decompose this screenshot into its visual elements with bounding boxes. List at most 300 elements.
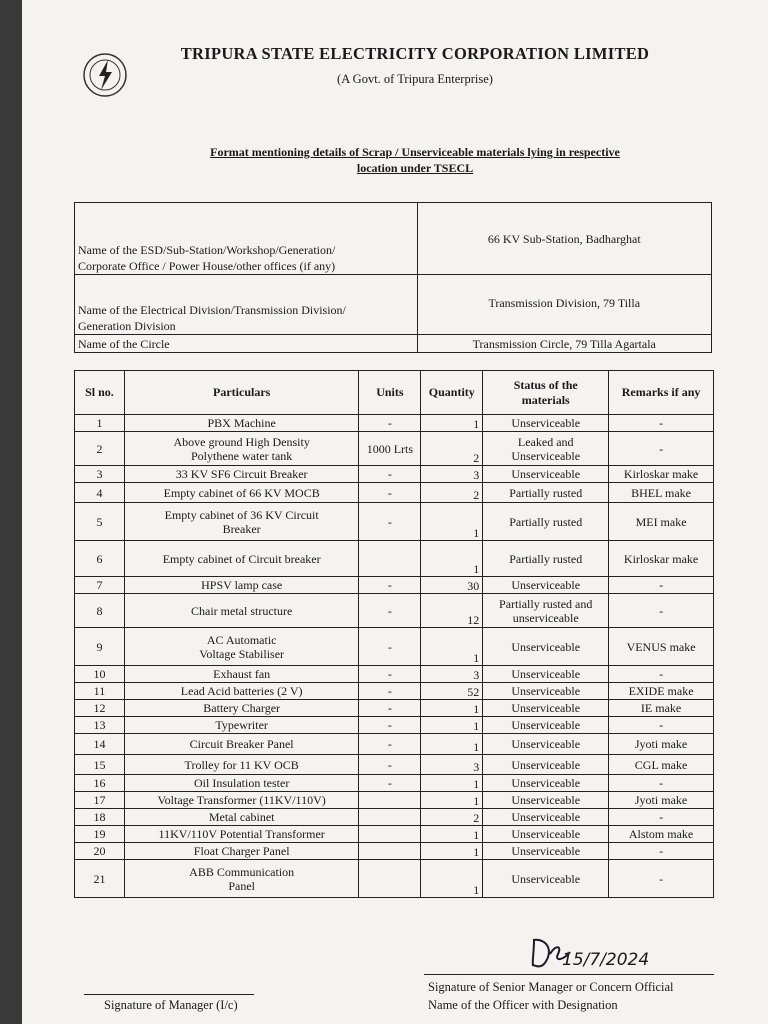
table-row <box>75 415 714 432</box>
cell-units-text: - <box>387 737 392 751</box>
cell-units-text: - <box>387 603 392 618</box>
cell-sl-text: 8 <box>96 603 103 618</box>
table-row <box>75 809 714 826</box>
cell-status-text: Leaked and <box>517 434 574 449</box>
cell-quantity <box>421 717 483 734</box>
cell-particulars <box>124 483 359 503</box>
cell-quantity <box>421 860 483 898</box>
cell-status-text: Unserviceable <box>511 667 581 681</box>
cell-quantity <box>421 503 483 541</box>
cell-remarks <box>609 415 714 432</box>
header-particulars: Particulars <box>124 371 359 415</box>
manager-signature-label: Signature of Manager (I/c) <box>104 998 238 1012</box>
cell-quantity-text: 52 <box>467 685 480 699</box>
cell-particulars-text: Polythene water tank <box>191 448 293 463</box>
cell-units <box>359 577 421 594</box>
cell-sl <box>75 628 125 666</box>
cell-status-text: Unserviceable <box>511 578 581 592</box>
handwritten-date: 15/7/2024 <box>562 950 650 970</box>
cell-sl <box>75 666 125 683</box>
cell-remarks <box>609 843 714 860</box>
cell-units-text: - <box>387 667 392 681</box>
cell-particulars-text: Empty cabinet of 36 KV Circuit <box>164 507 319 522</box>
cell-units <box>359 860 421 898</box>
cell-units-text: 1000 Lrts <box>366 441 414 456</box>
cell-units <box>359 594 421 628</box>
info-label-division-line-1: Name of the Electrical Division/Transmission Division/ <box>78 303 346 317</box>
cell-sl <box>75 466 125 483</box>
format-title <box>170 144 660 176</box>
cell-sl <box>75 734 125 755</box>
cell-remarks <box>609 683 714 700</box>
cell-sl-text: 10 <box>93 667 106 681</box>
cell-sl-text: 5 <box>96 514 103 529</box>
info-value-division: Transmission Division, 79 Tilla <box>417 275 711 335</box>
cell-status-text: Unserviceable <box>511 639 581 654</box>
info-label-station-line-2: Corporate Office / Power House/other offices (if any) <box>78 259 336 273</box>
cell-units <box>359 792 421 809</box>
table-row <box>75 826 714 843</box>
info-label-circle: Name of the Circle <box>75 335 418 353</box>
table-header-row <box>75 371 714 415</box>
manager-signature-line <box>84 994 254 995</box>
cell-sl <box>75 860 125 898</box>
cell-sl-text: 11 <box>93 684 106 698</box>
cell-units <box>359 541 421 577</box>
cell-sl-text: 12 <box>93 701 106 715</box>
cell-remarks-text: EXIDE make <box>628 684 694 698</box>
format-title-line-1: Format mentioning details of Scrap / Unserviceable materials lying in respective <box>210 145 620 159</box>
cell-status-text: Unserviceable <box>511 757 581 772</box>
cell-particulars-text: Exhaust fan <box>213 667 271 681</box>
cell-sl <box>75 792 125 809</box>
cell-quantity-text: 30 <box>467 579 480 593</box>
cell-sl-text: 13 <box>93 718 106 732</box>
cell-status-text: Unserviceable <box>511 776 581 790</box>
cell-remarks-text: VENUS make <box>626 639 696 654</box>
cell-particulars-text: Empty cabinet of 66 KV MOCB <box>163 485 320 500</box>
cell-quantity <box>421 628 483 666</box>
cell-remarks <box>609 792 714 809</box>
cell-units-text: - <box>387 701 392 715</box>
cell-sl-text: 14 <box>93 737 106 751</box>
senior-signature-block <box>428 978 674 1014</box>
cell-status <box>483 483 609 503</box>
cell-quantity <box>421 826 483 843</box>
cell-remarks <box>609 775 714 792</box>
header-status-line-2: materials <box>521 392 570 407</box>
cell-particulars-text: Chair metal structure <box>191 603 293 618</box>
cell-status-text: Partially rusted <box>509 514 583 529</box>
cell-units-text: - <box>387 776 392 790</box>
cell-particulars <box>124 541 359 577</box>
cell-units <box>359 415 421 432</box>
organization-subtitle: (A Govt. of Tripura Enterprise) <box>337 72 493 86</box>
cell-remarks <box>609 594 714 628</box>
cell-remarks-text: - <box>659 718 664 732</box>
cell-remarks-text: MEI make <box>635 514 687 529</box>
cell-remarks-text: - <box>659 416 664 430</box>
cell-status <box>483 717 609 734</box>
format-title-line-2: location under TSECL <box>356 161 474 175</box>
table-row <box>75 734 714 755</box>
cell-sl-text: 9 <box>96 639 103 654</box>
cell-status-text: Unserviceable <box>511 737 581 751</box>
tsecl-logo-icon <box>82 52 128 98</box>
cell-particulars <box>124 843 359 860</box>
cell-status <box>483 809 609 826</box>
cell-particulars-text: HPSV lamp case <box>201 578 283 592</box>
cell-remarks <box>609 755 714 775</box>
table-row <box>75 755 714 775</box>
cell-remarks-text: Jyoti make <box>634 793 688 807</box>
cell-quantity-text: 3 <box>473 668 480 682</box>
cell-particulars-text: 11KV/110V Potential Transformer <box>158 827 325 841</box>
header-units: Units <box>359 371 421 415</box>
cell-status-text: Partially rusted <box>509 551 583 566</box>
cell-sl <box>75 775 125 792</box>
cell-units-text: - <box>387 578 392 592</box>
cell-sl-text: 6 <box>96 551 103 566</box>
cell-quantity <box>421 594 483 628</box>
cell-status <box>483 415 609 432</box>
table-row <box>75 700 714 717</box>
cell-sl <box>75 503 125 541</box>
cell-particulars <box>124 809 359 826</box>
cell-sl-text: 4 <box>96 485 103 500</box>
table-row <box>75 843 714 860</box>
cell-quantity <box>421 666 483 683</box>
cell-remarks <box>609 577 714 594</box>
cell-sl <box>75 541 125 577</box>
cell-particulars <box>124 826 359 843</box>
cell-particulars-text: Voltage Stabiliser <box>199 646 285 661</box>
cell-remarks <box>609 826 714 843</box>
cell-units <box>359 503 421 541</box>
cell-units <box>359 432 421 466</box>
cell-units-text: - <box>387 718 392 732</box>
header-sl-no: Sl no. <box>75 371 125 415</box>
cell-units <box>359 683 421 700</box>
table-row <box>75 594 714 628</box>
cell-quantity-text: 1 <box>473 651 480 665</box>
cell-status-text: Unserviceable <box>511 718 581 732</box>
cell-particulars-text: Oil Insulation tester <box>194 776 290 790</box>
table-row <box>75 860 714 898</box>
cell-remarks <box>609 628 714 666</box>
info-label-station <box>75 203 418 275</box>
cell-status-text: Unserviceable <box>511 416 581 430</box>
cell-quantity-text: 1 <box>473 526 480 540</box>
cell-remarks-text: IE make <box>640 701 682 715</box>
cell-particulars <box>124 860 359 898</box>
cell-remarks-text: - <box>659 603 664 618</box>
cell-units <box>359 734 421 755</box>
cell-quantity-text: 2 <box>473 488 480 502</box>
cell-units-text: - <box>387 485 392 500</box>
cell-remarks-text: Kirloskar make <box>623 467 699 481</box>
cell-status <box>483 700 609 717</box>
cell-particulars-text: Battery Charger <box>203 701 281 715</box>
cell-particulars <box>124 415 359 432</box>
cell-sl-text: 18 <box>93 810 106 824</box>
cell-quantity <box>421 755 483 775</box>
cell-particulars-text: Above ground High Density <box>173 434 310 449</box>
cell-quantity <box>421 683 483 700</box>
cell-quantity <box>421 483 483 503</box>
table-row <box>75 577 714 594</box>
cell-remarks-text: Alstom make <box>628 827 694 841</box>
table-row <box>75 683 714 700</box>
cell-units-text: - <box>387 639 392 654</box>
cell-particulars-text: Float Charger Panel <box>193 844 290 858</box>
cell-particulars-text: ABB Communication <box>189 864 295 879</box>
cell-remarks-text: Jyoti make <box>634 737 688 751</box>
cell-remarks-text: Kirloskar make <box>623 551 699 566</box>
cell-status <box>483 594 609 628</box>
info-value-station: 66 KV Sub-Station, Badharghat <box>417 203 711 275</box>
cell-quantity <box>421 577 483 594</box>
cell-particulars-text: 33 KV SF6 Circuit Breaker <box>175 467 308 481</box>
cell-particulars <box>124 683 359 700</box>
cell-quantity <box>421 432 483 466</box>
cell-units <box>359 826 421 843</box>
cell-units-text: - <box>387 684 392 698</box>
cell-particulars-text: Trolley for 11 KV OCB <box>184 757 299 772</box>
cell-quantity-text: 1 <box>473 417 480 431</box>
cell-units <box>359 809 421 826</box>
header-quantity: Quantity <box>421 371 483 415</box>
cell-units <box>359 775 421 792</box>
table-row <box>75 775 714 792</box>
cell-units-text: - <box>387 467 392 481</box>
cell-quantity-text: 3 <box>473 760 480 774</box>
cell-status-text: Partially rusted and <box>499 596 593 611</box>
cell-status <box>483 734 609 755</box>
cell-quantity-text: 1 <box>473 845 480 859</box>
cell-quantity-text: 1 <box>473 740 480 754</box>
cell-quantity <box>421 809 483 826</box>
cell-remarks <box>609 809 714 826</box>
cell-quantity-text: 1 <box>473 794 480 808</box>
cell-particulars <box>124 755 359 775</box>
cell-status <box>483 860 609 898</box>
cell-remarks-text: BHEL make <box>631 485 691 500</box>
cell-sl-text: 20 <box>93 844 106 858</box>
cell-sl-text: 16 <box>93 776 106 790</box>
cell-remarks-text: - <box>659 578 664 592</box>
cell-status-text: Unserviceable <box>511 810 581 824</box>
cell-sl <box>75 683 125 700</box>
organization-name: TRIPURA STATE ELECTRICITY CORPORATION LIMITED <box>180 44 650 63</box>
table-row <box>75 666 714 683</box>
cell-particulars <box>124 775 359 792</box>
cell-units-text: - <box>387 757 392 772</box>
cell-status-text: Unserviceable <box>511 827 581 841</box>
cell-units <box>359 628 421 666</box>
cell-status <box>483 775 609 792</box>
cell-quantity-text: 12 <box>467 613 480 627</box>
cell-quantity-text: 1 <box>473 562 480 576</box>
cell-particulars-text: Circuit Breaker Panel <box>189 737 294 751</box>
cell-particulars-text: Lead Acid batteries (2 V) <box>180 684 303 698</box>
cell-status-text: Unserviceable <box>511 793 581 807</box>
cell-particulars-text: Panel <box>228 878 255 893</box>
cell-sl-text: 17 <box>93 793 106 807</box>
cell-quantity-text: 1 <box>473 719 480 733</box>
cell-particulars-text: AC Automatic <box>206 632 277 647</box>
table-row <box>75 541 714 577</box>
cell-remarks <box>609 503 714 541</box>
cell-units <box>359 466 421 483</box>
cell-status <box>483 683 609 700</box>
cell-particulars <box>124 628 359 666</box>
cell-remarks <box>609 734 714 755</box>
table-row <box>75 483 714 503</box>
table-row <box>75 628 714 666</box>
info-row-circle <box>75 335 712 353</box>
cell-units <box>359 843 421 860</box>
cell-particulars <box>124 594 359 628</box>
cell-quantity-text: 2 <box>473 811 480 825</box>
cell-units <box>359 666 421 683</box>
cell-quantity <box>421 734 483 755</box>
cell-quantity <box>421 843 483 860</box>
cell-status-text: Unserviceable <box>511 701 581 715</box>
cell-status <box>483 466 609 483</box>
header-remarks: Remarks if any <box>609 371 714 415</box>
cell-remarks <box>609 432 714 466</box>
cell-status <box>483 843 609 860</box>
senior-signature-label: Signature of Senior Manager or Concern Official <box>428 980 674 994</box>
cell-sl <box>75 415 125 432</box>
cell-particulars <box>124 734 359 755</box>
cell-quantity-text: 3 <box>473 468 480 482</box>
cell-sl-text: 19 <box>93 827 106 841</box>
cell-status <box>483 628 609 666</box>
cell-remarks <box>609 700 714 717</box>
table-row <box>75 466 714 483</box>
cell-remarks-text: - <box>659 844 664 858</box>
cell-status-text: unserviceable <box>512 610 579 625</box>
table-row <box>75 432 714 466</box>
cell-units <box>359 755 421 775</box>
cell-sl <box>75 755 125 775</box>
info-value-circle: Transmission Circle, 79 Tilla Agartala <box>417 335 711 353</box>
cell-particulars-text: Typewriter <box>215 718 268 732</box>
cell-sl <box>75 717 125 734</box>
cell-status <box>483 826 609 843</box>
cell-remarks <box>609 717 714 734</box>
cell-remarks-text: - <box>659 667 664 681</box>
cell-sl-text: 2 <box>96 441 103 456</box>
cell-remarks-text: - <box>659 441 664 456</box>
cell-quantity-text: 1 <box>473 828 480 842</box>
cell-units <box>359 483 421 503</box>
cell-particulars-text: PBX Machine <box>207 416 276 430</box>
cell-remarks <box>609 466 714 483</box>
table-row <box>75 717 714 734</box>
cell-particulars <box>124 577 359 594</box>
cell-quantity <box>421 541 483 577</box>
cell-particulars-text: Breaker <box>222 521 261 536</box>
cell-status-text: Unserviceable <box>511 448 581 463</box>
cell-sl-text: 1 <box>96 416 103 430</box>
cell-quantity-text: 1 <box>473 777 480 791</box>
cell-particulars <box>124 666 359 683</box>
cell-sl-text: 15 <box>93 757 106 772</box>
cell-remarks <box>609 666 714 683</box>
cell-sl-text: 21 <box>93 871 106 886</box>
cell-sl <box>75 577 125 594</box>
cell-status-text: Unserviceable <box>511 871 581 886</box>
cell-status-text: Partially rusted <box>509 485 583 500</box>
cell-status-text: Unserviceable <box>511 684 581 698</box>
cell-particulars <box>124 466 359 483</box>
cell-sl <box>75 432 125 466</box>
cell-quantity <box>421 792 483 809</box>
cell-particulars <box>124 503 359 541</box>
cell-sl-text: 7 <box>96 578 103 592</box>
cell-particulars-text: Metal cabinet <box>208 810 275 824</box>
cell-units-text: - <box>387 416 392 430</box>
officer-designation-label: Name of the Officer with Designation <box>428 998 618 1012</box>
cell-remarks-text: - <box>659 871 664 886</box>
cell-particulars-text: Empty cabinet of Circuit breaker <box>162 551 321 566</box>
cell-particulars-text: Voltage Transformer (11KV/110V) <box>157 793 326 807</box>
scrap-materials-table <box>74 370 714 898</box>
info-row-division <box>75 275 712 335</box>
cell-sl <box>75 826 125 843</box>
cell-remarks-text: - <box>659 776 664 790</box>
cell-quantity <box>421 775 483 792</box>
cell-sl <box>75 594 125 628</box>
cell-units <box>359 700 421 717</box>
cell-particulars <box>124 792 359 809</box>
cell-quantity <box>421 415 483 432</box>
cell-sl-text: 3 <box>96 467 103 481</box>
header-status-line-1: Status of the <box>513 377 578 392</box>
cell-particulars <box>124 717 359 734</box>
info-label-division <box>75 275 418 335</box>
cell-status <box>483 432 609 466</box>
cell-sl <box>75 843 125 860</box>
cell-particulars <box>124 432 359 466</box>
cell-quantity-text: 2 <box>473 451 480 465</box>
header-status <box>483 371 609 415</box>
cell-quantity-text: 1 <box>473 702 480 716</box>
location-info-table <box>74 202 712 353</box>
cell-status <box>483 792 609 809</box>
cell-units <box>359 717 421 734</box>
cell-status <box>483 503 609 541</box>
cell-remarks <box>609 860 714 898</box>
cell-status <box>483 666 609 683</box>
cell-sl <box>75 700 125 717</box>
cell-sl <box>75 483 125 503</box>
cell-remarks-text: - <box>659 810 664 824</box>
cell-status <box>483 541 609 577</box>
cell-status <box>483 577 609 594</box>
cell-remarks <box>609 483 714 503</box>
cell-status <box>483 755 609 775</box>
cell-units-text: - <box>387 514 392 529</box>
table-row <box>75 792 714 809</box>
cell-particulars <box>124 700 359 717</box>
cell-sl <box>75 809 125 826</box>
cell-quantity-text: 1 <box>473 883 480 897</box>
info-row-station <box>75 203 712 275</box>
